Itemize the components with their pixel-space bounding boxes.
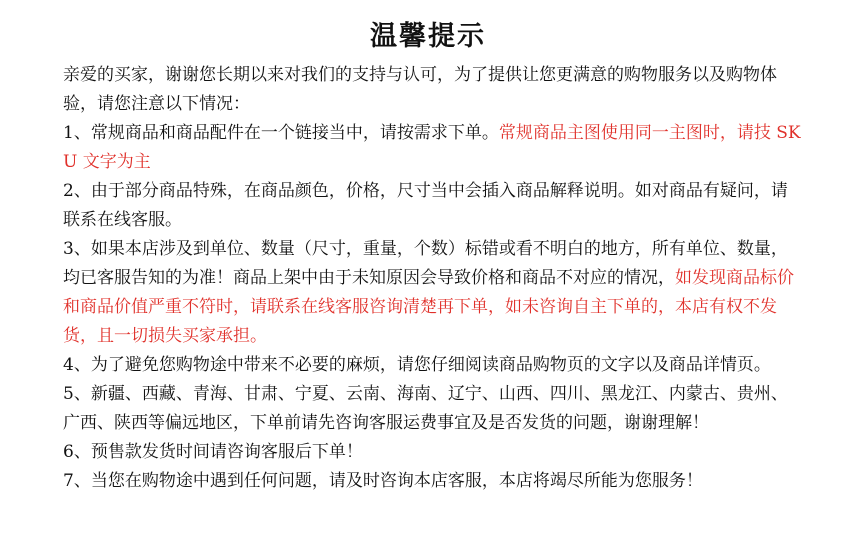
notice-item-1-text: 1、常规商品和商品配件在一个链接当中，请按需求下单。	[63, 123, 499, 143]
notice-item-6-text: 6、预售款发货时间请咨询客服后下单！	[63, 442, 363, 462]
notice-item-4-text: 4、为了避免您购物途中带来不必要的麻烦，请您仔细阅读商品购物页的文字以及商品详情页。	[63, 355, 771, 375]
notice-item-4	[63, 351, 803, 380]
notice-item-3-text: 3、如果本店涉及到单位、数量（尺寸，重量，个数）标错或看不明白的地方，所有单位、数量，均已客服告知的为准！商品上架中由于未知原因会导致价格和商品不对应的情况，	[63, 239, 788, 288]
page-title: 温馨提示	[370, 21, 486, 52]
notice-item-3	[63, 235, 803, 351]
notice-item-7	[63, 467, 803, 496]
notice-content	[63, 61, 803, 496]
notice-item-2-text: 2、由于部分商品特殊，在商品颜色，价格，尺寸当中会插入商品解释说明。如对商品有疑问，请联系在线客服。	[63, 181, 788, 230]
notice-item-5	[63, 380, 803, 438]
notice-item-5-text: 5、新疆、西藏、青海、甘肃、宁夏、云南、海南、辽宁、山西、四川、黑龙江、内蒙古、贵州、广西、陕西等偏远地区，下单前请先咨询客服运费事宜及是否发货的问题，谢谢理解！	[63, 384, 788, 433]
notice-item-3-highlight: 如发现商品标价和商品价值严重不符时，请联系在线客服咨询清楚再下单，如未咨询自主下单的，本店有权不发货，且一切损失买家承担。	[63, 268, 794, 346]
notice-item-6	[63, 438, 803, 467]
notice-item-2	[63, 177, 803, 235]
intro-paragraph: 亲爱的买家，谢谢您长期以来对我们的支持与认可，为了提供让您更满意的购物服务以及购物体验，请您注意以下情况：	[63, 65, 777, 114]
notice-item-1	[63, 119, 803, 177]
notice-item-7-text: 7、当您在购物途中遇到任何问题，请及时咨询本店客服，本店将竭尽所能为您服务！	[63, 471, 703, 491]
notice-item-1-highlight: 常规商品主图使用同一主图时，请技 SKU 文字为主	[63, 123, 801, 172]
